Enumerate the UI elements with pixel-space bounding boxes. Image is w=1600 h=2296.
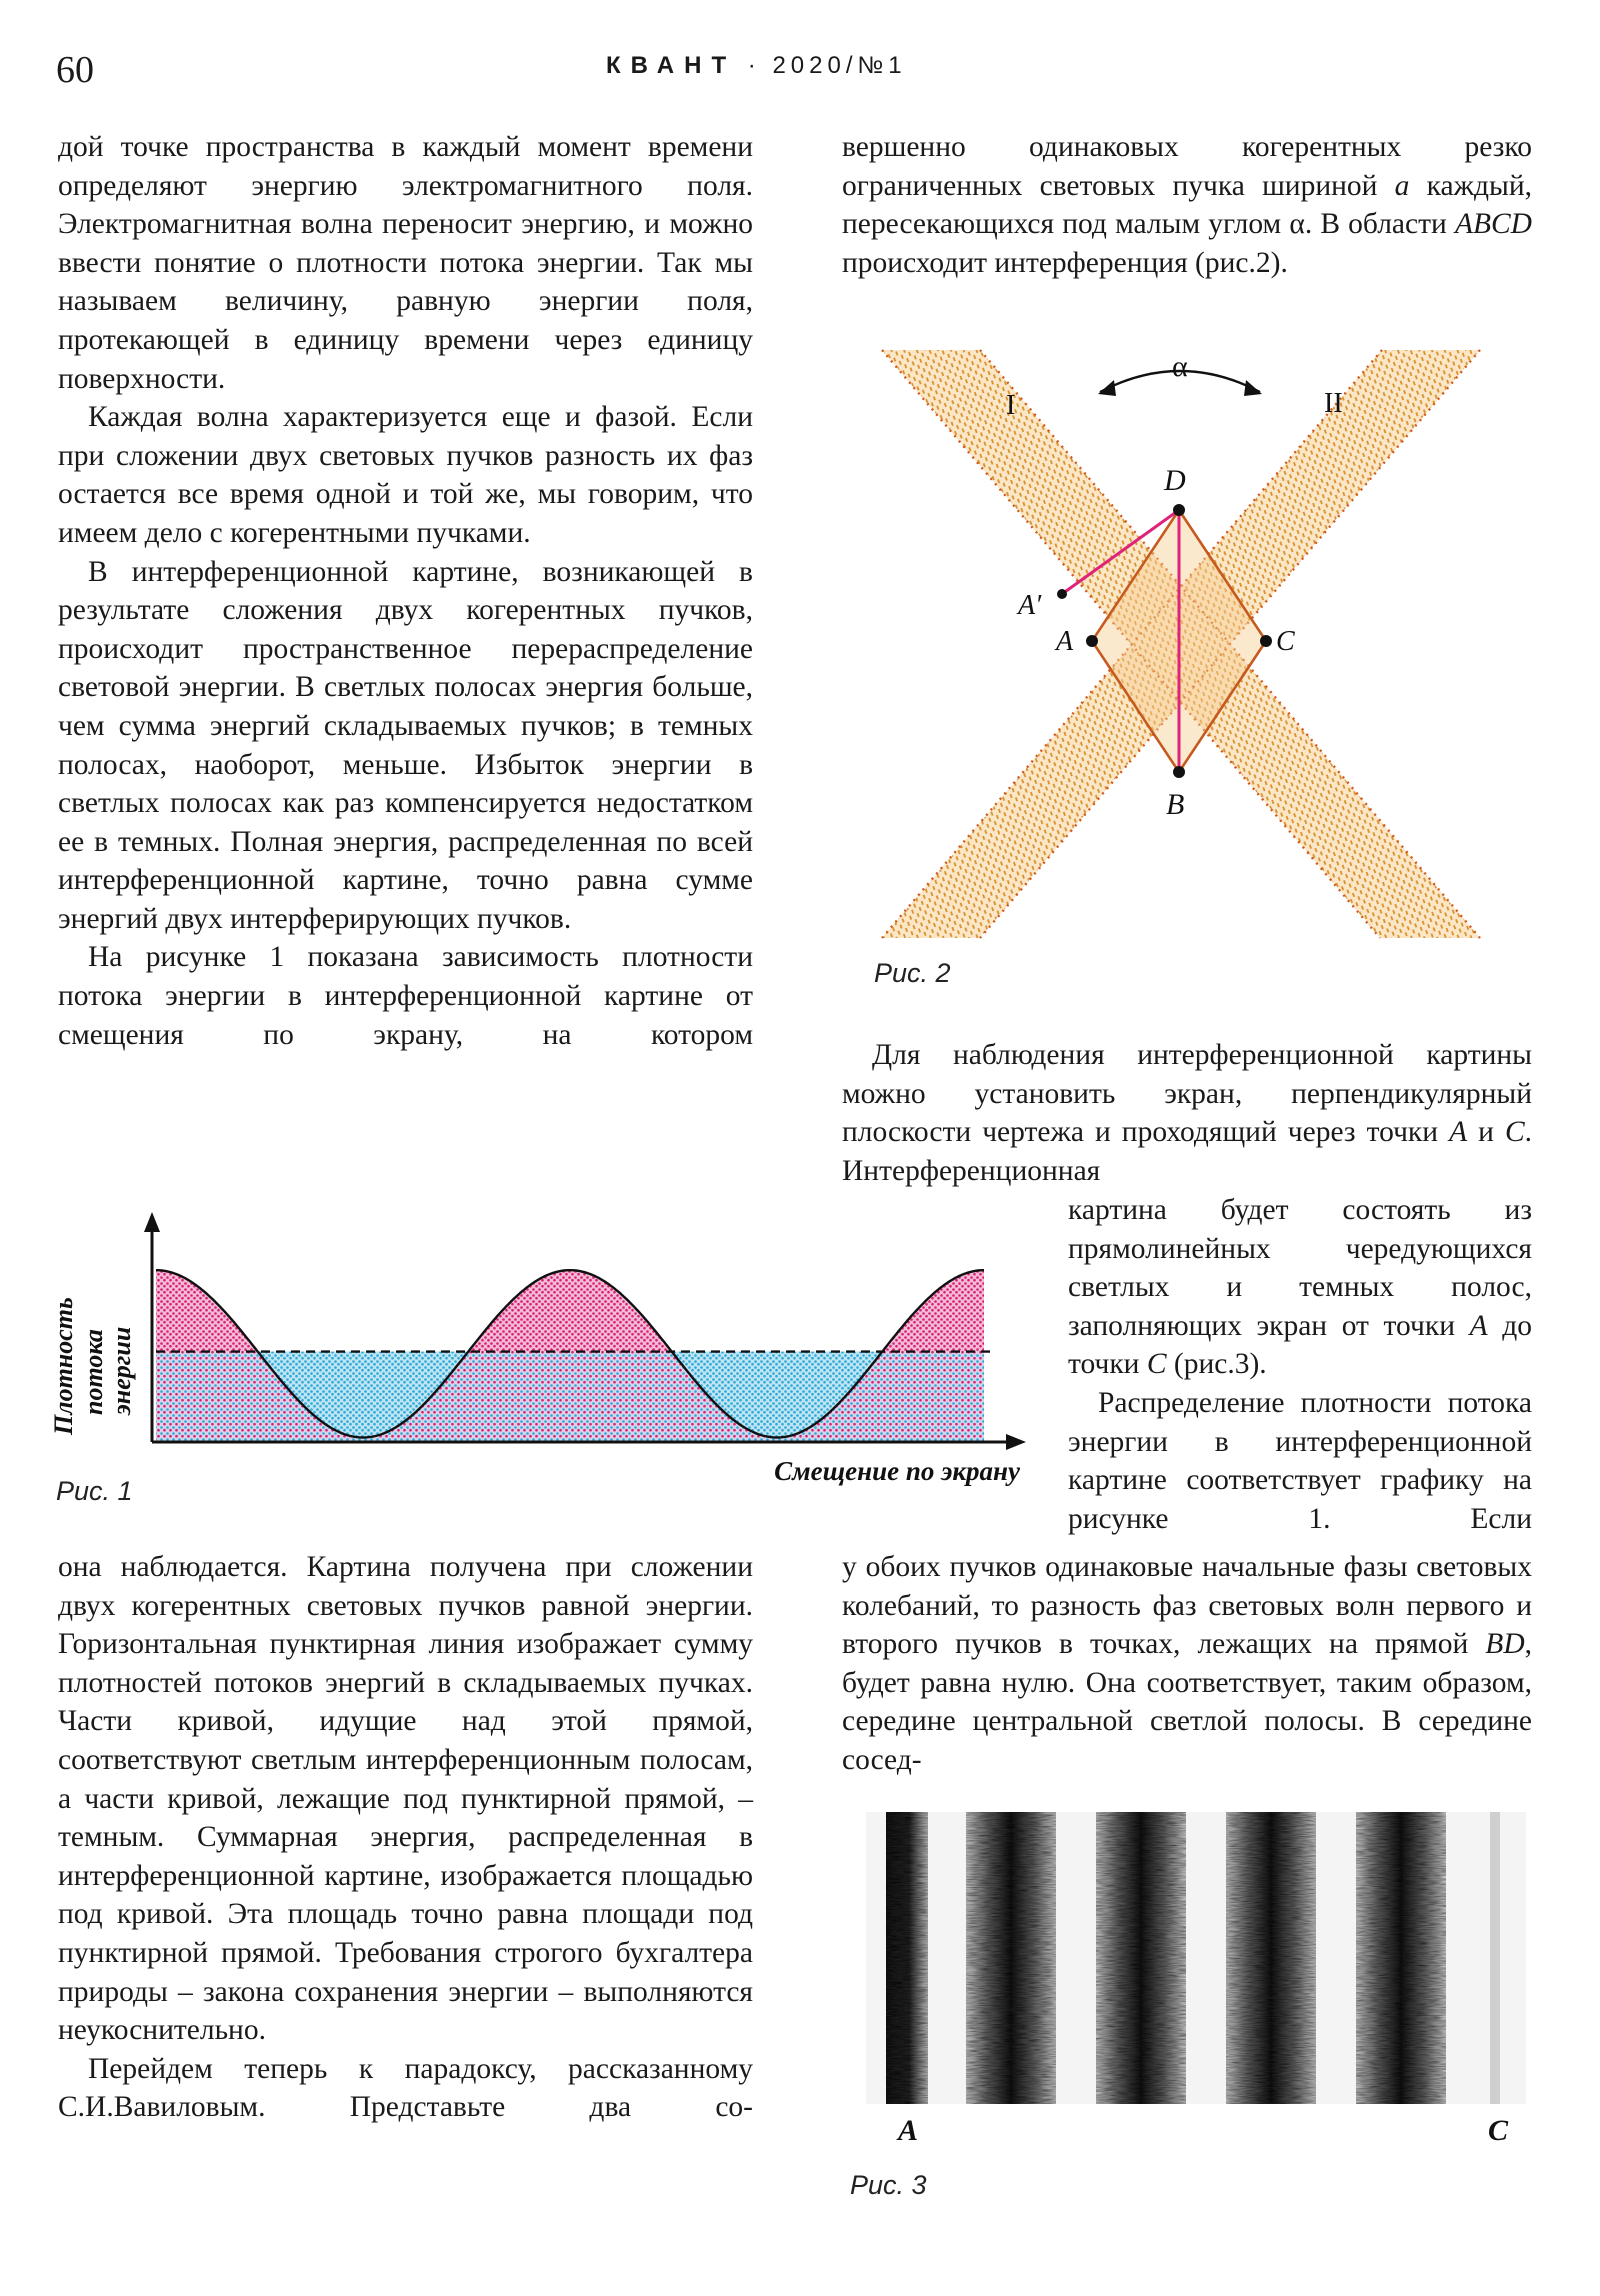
beam-1-label: I xyxy=(1006,390,1016,421)
label-a: A xyxy=(1056,626,1074,657)
beam-2-label: II xyxy=(1324,388,1343,419)
paragraph: она наблюдается. Картина получена при сложении двух когерентных световых пучков равной энергии. Горизонтальная пунктирная линия изображает сумму плотностей потоков энергий в складываемых пучках. Части кривой, идущие над этой прямой, соответствуют светлым интерференционным полосам, а части кривой, лежащие под пунктирной прямой, – темным. Суммарная энергия, распределенная в интерференционной картине, изображается площадью под кривой. Эта площадь точно равна площади под пунктирной прямой. Требования строгого бухгалтера природы – закона сохранения энергии – выполняются неукоснительно. xyxy=(58,1551,753,2047)
paragraph: В интерференционной картине, возникающей в результате сложения двух когерентных пучков, происходит пространственное перераспределение световой энергии. В светлых полосах энергия больше, чем сумма энергий складываемых пучков; в темных полосах, наоборот, меньше. Избыток энергии в светлых полосах как раз компенсируется недостатком ее в темных. Полная энергия, распределенная по всей интерференционной картине, точно равна сумме энергий двух интерферирующих пучков. xyxy=(58,555,753,935)
angle-arrow-left xyxy=(1098,380,1116,396)
x-axis-label: Смещение по экрану xyxy=(774,1456,1020,1486)
y-axis-label-line: энергии xyxy=(107,1326,136,1415)
bright-fringe-area xyxy=(156,1234,984,1352)
fringe-stripe xyxy=(966,1812,1056,2104)
fringe-stripes xyxy=(866,1812,1526,2104)
label-d: D xyxy=(1164,464,1186,497)
right-column-bottom xyxy=(842,1548,1532,1780)
left-column-top xyxy=(58,128,753,1054)
paragraph: дой точке пространства в каждый момент времени определяют энергию электромагнитного поля. Электромагнитная волна переносит энергию, и можно ввести понятие о плотности потока энергии. Так мы называем величину, равную энергии поля, протекающей в единицу времени через единицу поверхности. xyxy=(58,131,753,395)
running-header xyxy=(606,52,907,80)
fringe-stripe xyxy=(1096,1812,1186,2104)
header-separator: · xyxy=(747,52,761,79)
paragraph: Распределение плотности потока энергии в интерференционной картине соответствует графику на рисунке 1. Если xyxy=(1068,1386,1532,1535)
fringe-stripe-faint xyxy=(1490,1812,1500,2104)
figure-3-fringes xyxy=(866,1812,1526,2148)
y-axis-label xyxy=(49,1297,136,1436)
y-axis-arrow xyxy=(144,1212,160,1232)
x-axis-arrow xyxy=(1006,1434,1026,1450)
fringe-stripe xyxy=(1356,1812,1446,2104)
y-axis-label-line: потока xyxy=(79,1329,108,1415)
chart-areas xyxy=(156,1234,992,1442)
label-a: A xyxy=(898,2114,919,2147)
figure-1-caption: Рис. 1 xyxy=(56,1476,133,1506)
point-c xyxy=(1260,635,1272,647)
point-a xyxy=(1086,635,1098,647)
issue-number: 2020/№1 xyxy=(772,52,907,79)
page-number: 60 xyxy=(56,49,94,91)
label-b: B xyxy=(1166,788,1185,821)
paragraph: картина будет состоять из прямолинейных чередующихся светлых и темных полос, заполняющих экран от точки A до точки C (рис.3). xyxy=(1068,1194,1532,1381)
angle-alpha-label: α xyxy=(1172,350,1188,383)
journal-name: КВАНТ xyxy=(606,52,737,79)
angle-arrow-right xyxy=(1244,380,1262,396)
label-c: C xyxy=(1276,626,1295,657)
paragraph: Каждая волна характеризуется еще и фазой. Если при сложении двух световых пучков разность их фаз остается все время одной и той же, мы говорим, что имеем дело с когерентными пучками. xyxy=(58,401,753,549)
figure-3-caption: Рис. 3 xyxy=(850,2170,927,2200)
point-d xyxy=(1173,504,1185,516)
paragraph: Перейдем теперь к парадоксу, рассказанному С.И.Вавиловым. Представьте два со- xyxy=(58,2052,753,2124)
figure-2-caption: Рис. 2 xyxy=(874,958,951,988)
label-a-prime: A′ xyxy=(1018,590,1042,621)
figure-1-chart xyxy=(40,1210,1030,1490)
figure-2-diagram xyxy=(872,338,1492,948)
label-c: C xyxy=(1488,2114,1509,2147)
paragraph: у обоих пучков одинаковые начальные фазы световых колебаний, то разность фаз световых волн первого и второго пучков в точках, лежащих на прямой BD, будет равна нулю. Она соответствует, таким образом, середине центральной светлой полосы. В середине сосед- xyxy=(842,1551,1532,1776)
left-column-bottom xyxy=(58,1548,753,2127)
right-column-narrow xyxy=(1068,1191,1532,1538)
point-b xyxy=(1173,766,1185,778)
fringe-stripe xyxy=(1226,1812,1316,2104)
right-column-top xyxy=(842,128,1532,282)
right-column-middle xyxy=(842,1036,1532,1190)
paragraph: Для наблюдения интерференционной картины можно установить экран, перпендикулярный плоскости чертежа и проходящий через точки A и C. Интерференционная xyxy=(842,1039,1532,1187)
y-axis-label-line: Плотность xyxy=(49,1297,78,1435)
fringe-stripe-edge xyxy=(886,1812,928,2104)
paragraph: На рисунке 1 показана зависимость плотности потока энергии в интерференционной картине от смещения по экрану, на котором xyxy=(58,941,753,1051)
point-a-prime xyxy=(1057,589,1067,599)
paragraph: вершенно одинаковых когерентных резко ограниченных световых пучка шириной a каждый, пересекающихся под малым углом α. В области ABCD происходит интерференция (рис.2). xyxy=(842,131,1532,279)
